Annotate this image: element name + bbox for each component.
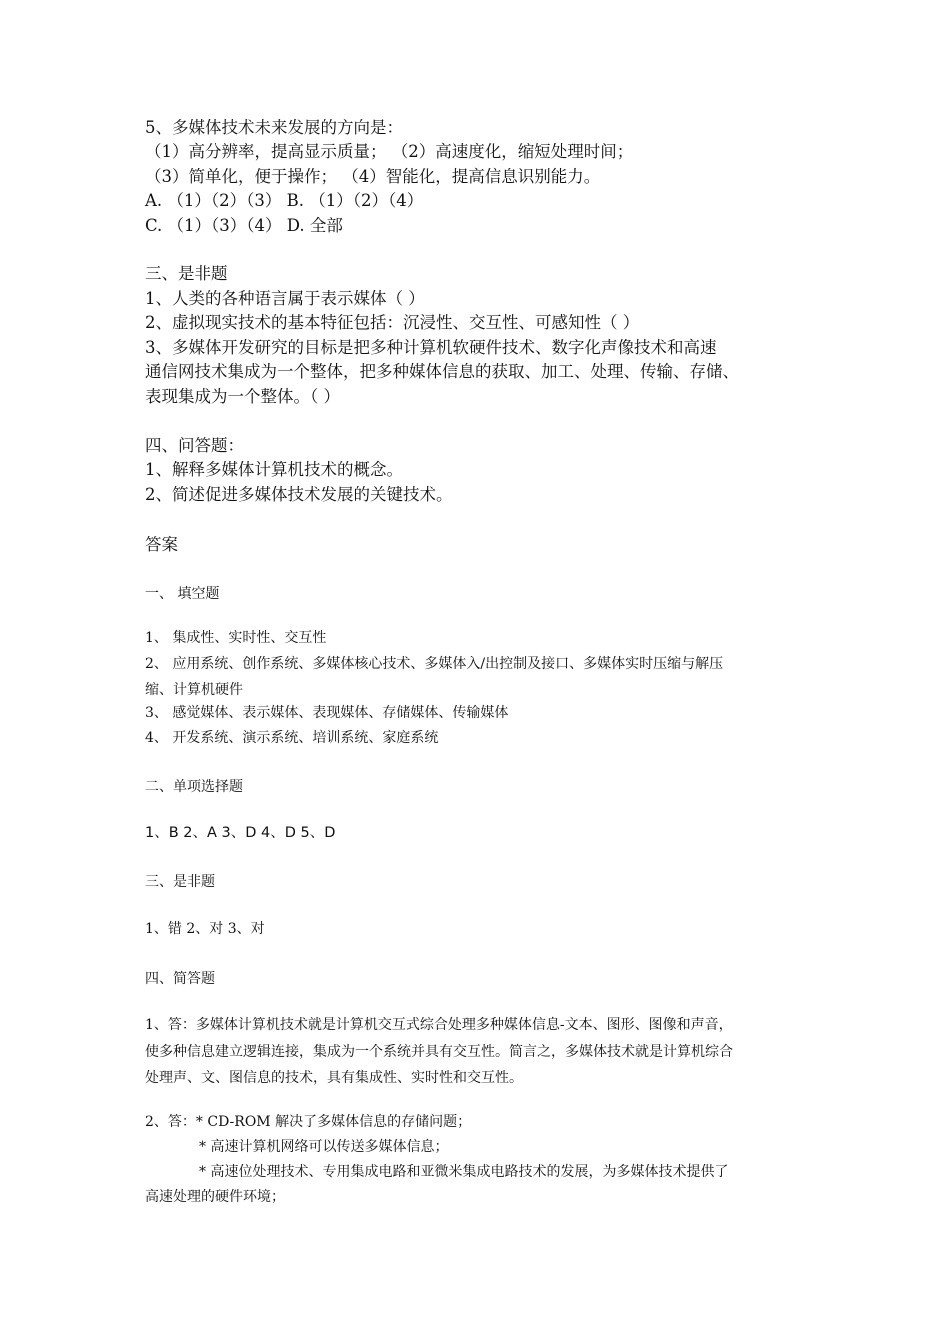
answers-choice-title: 二、单项选择题 [145,779,243,795]
qa-item-2: 2、简述促进多媒体技术发展的关键技术。 [145,485,453,504]
answers-short-2-line-4: 高速处理的硬件环境； [145,1189,285,1205]
tf-item-3-line-1: 3、多媒体开发研究的目标是把多种计算机软硬件技术、数字化声像技术和高速 [145,338,717,357]
answers-title: 答案 [145,535,178,554]
answers-short-2-line-2: * 高速计算机网络可以传送多媒体信息； [199,1139,449,1155]
answers-fill-2-line-1: 2、 应用系统、创作系统、多媒体核心技术、多媒体入/出控制及接口、多媒体实时压缩与解压 [145,656,724,672]
q5-stem: 5、多媒体技术未来发展的方向是： [145,118,403,137]
answers-tf-list: 1、错 2、对 3、对 [145,921,265,937]
tf-item-1: 1、人类的各种语言属于表示媒体（ ） [145,289,425,308]
answers-short-2-line-3: * 高速位处理技术、专用集成电路和亚微米集成电路技术的发展，为多媒体技术提供了 [199,1164,729,1180]
tf-item-3-line-3: 表现集成为一个整体。（ ） [145,387,340,406]
answers-fill-title: 一、 填空题 [145,586,220,602]
answers-short-1-line-2: 使多种信息建立逻辑连接，集成为一个系统并具有交互性。简言之，多媒体技术就是计算机综合 [145,1044,733,1060]
section-4-title: 四、问答题： [145,436,244,455]
answers-tf-title: 三、是非题 [145,874,215,890]
tf-item-2: 2、虚拟现实技术的基本特征包括：沉浸性、交互性、可感知性（ ） [145,313,640,332]
section-3-title: 三、是非题 [145,264,228,283]
answers-choice-list: 1、B 2、A 3、D 4、D 5、D [145,825,336,841]
answers-fill-4: 4、 开发系统、演示系统、培训系统、家庭系统 [145,730,439,746]
answers-short-2-line-1: 2、答：* CD-ROM 解决了多媒体信息的存储问题； [145,1114,472,1130]
answers-fill-1: 1、 集成性、实时性、交互性 [145,630,327,646]
q5-options-line-1: （1）高分辨率，提高显示质量； （2）高速度化，缩短处理时间； [145,142,634,161]
answers-short-1-line-3: 处理声、文、图信息的技术，具有集成性、实时性和交互性。 [145,1070,523,1086]
answers-fill-3: 3、 感觉媒体、表示媒体、表现媒体、存储媒体、传输媒体 [145,705,509,721]
q5-choices-cd: C. （1）（3）（4） D. 全部 [145,216,343,235]
q5-choices-ab: A. （1）（2）（3） B. （1）（2）（4） [145,191,424,210]
answers-fill-2-line-2: 缩、计算机硬件 [145,682,243,698]
tf-item-3-line-2: 通信网技术集成为一个整体，把多种媒体信息的获取、加工、处理、传输、存储、 [145,362,739,381]
answers-short-1-line-1: 1、答：多媒体计算机技术就是计算机交互式综合处理多种媒体信息-文本、图形、图像和声音， [145,1017,733,1033]
q5-options-line-2: （3）简单化，便于操作； （4）智能化，提高信息识别能力。 [145,167,601,186]
qa-item-1: 1、解释多媒体计算机技术的概念。 [145,460,403,479]
answers-short-title: 四、简答题 [145,971,215,987]
